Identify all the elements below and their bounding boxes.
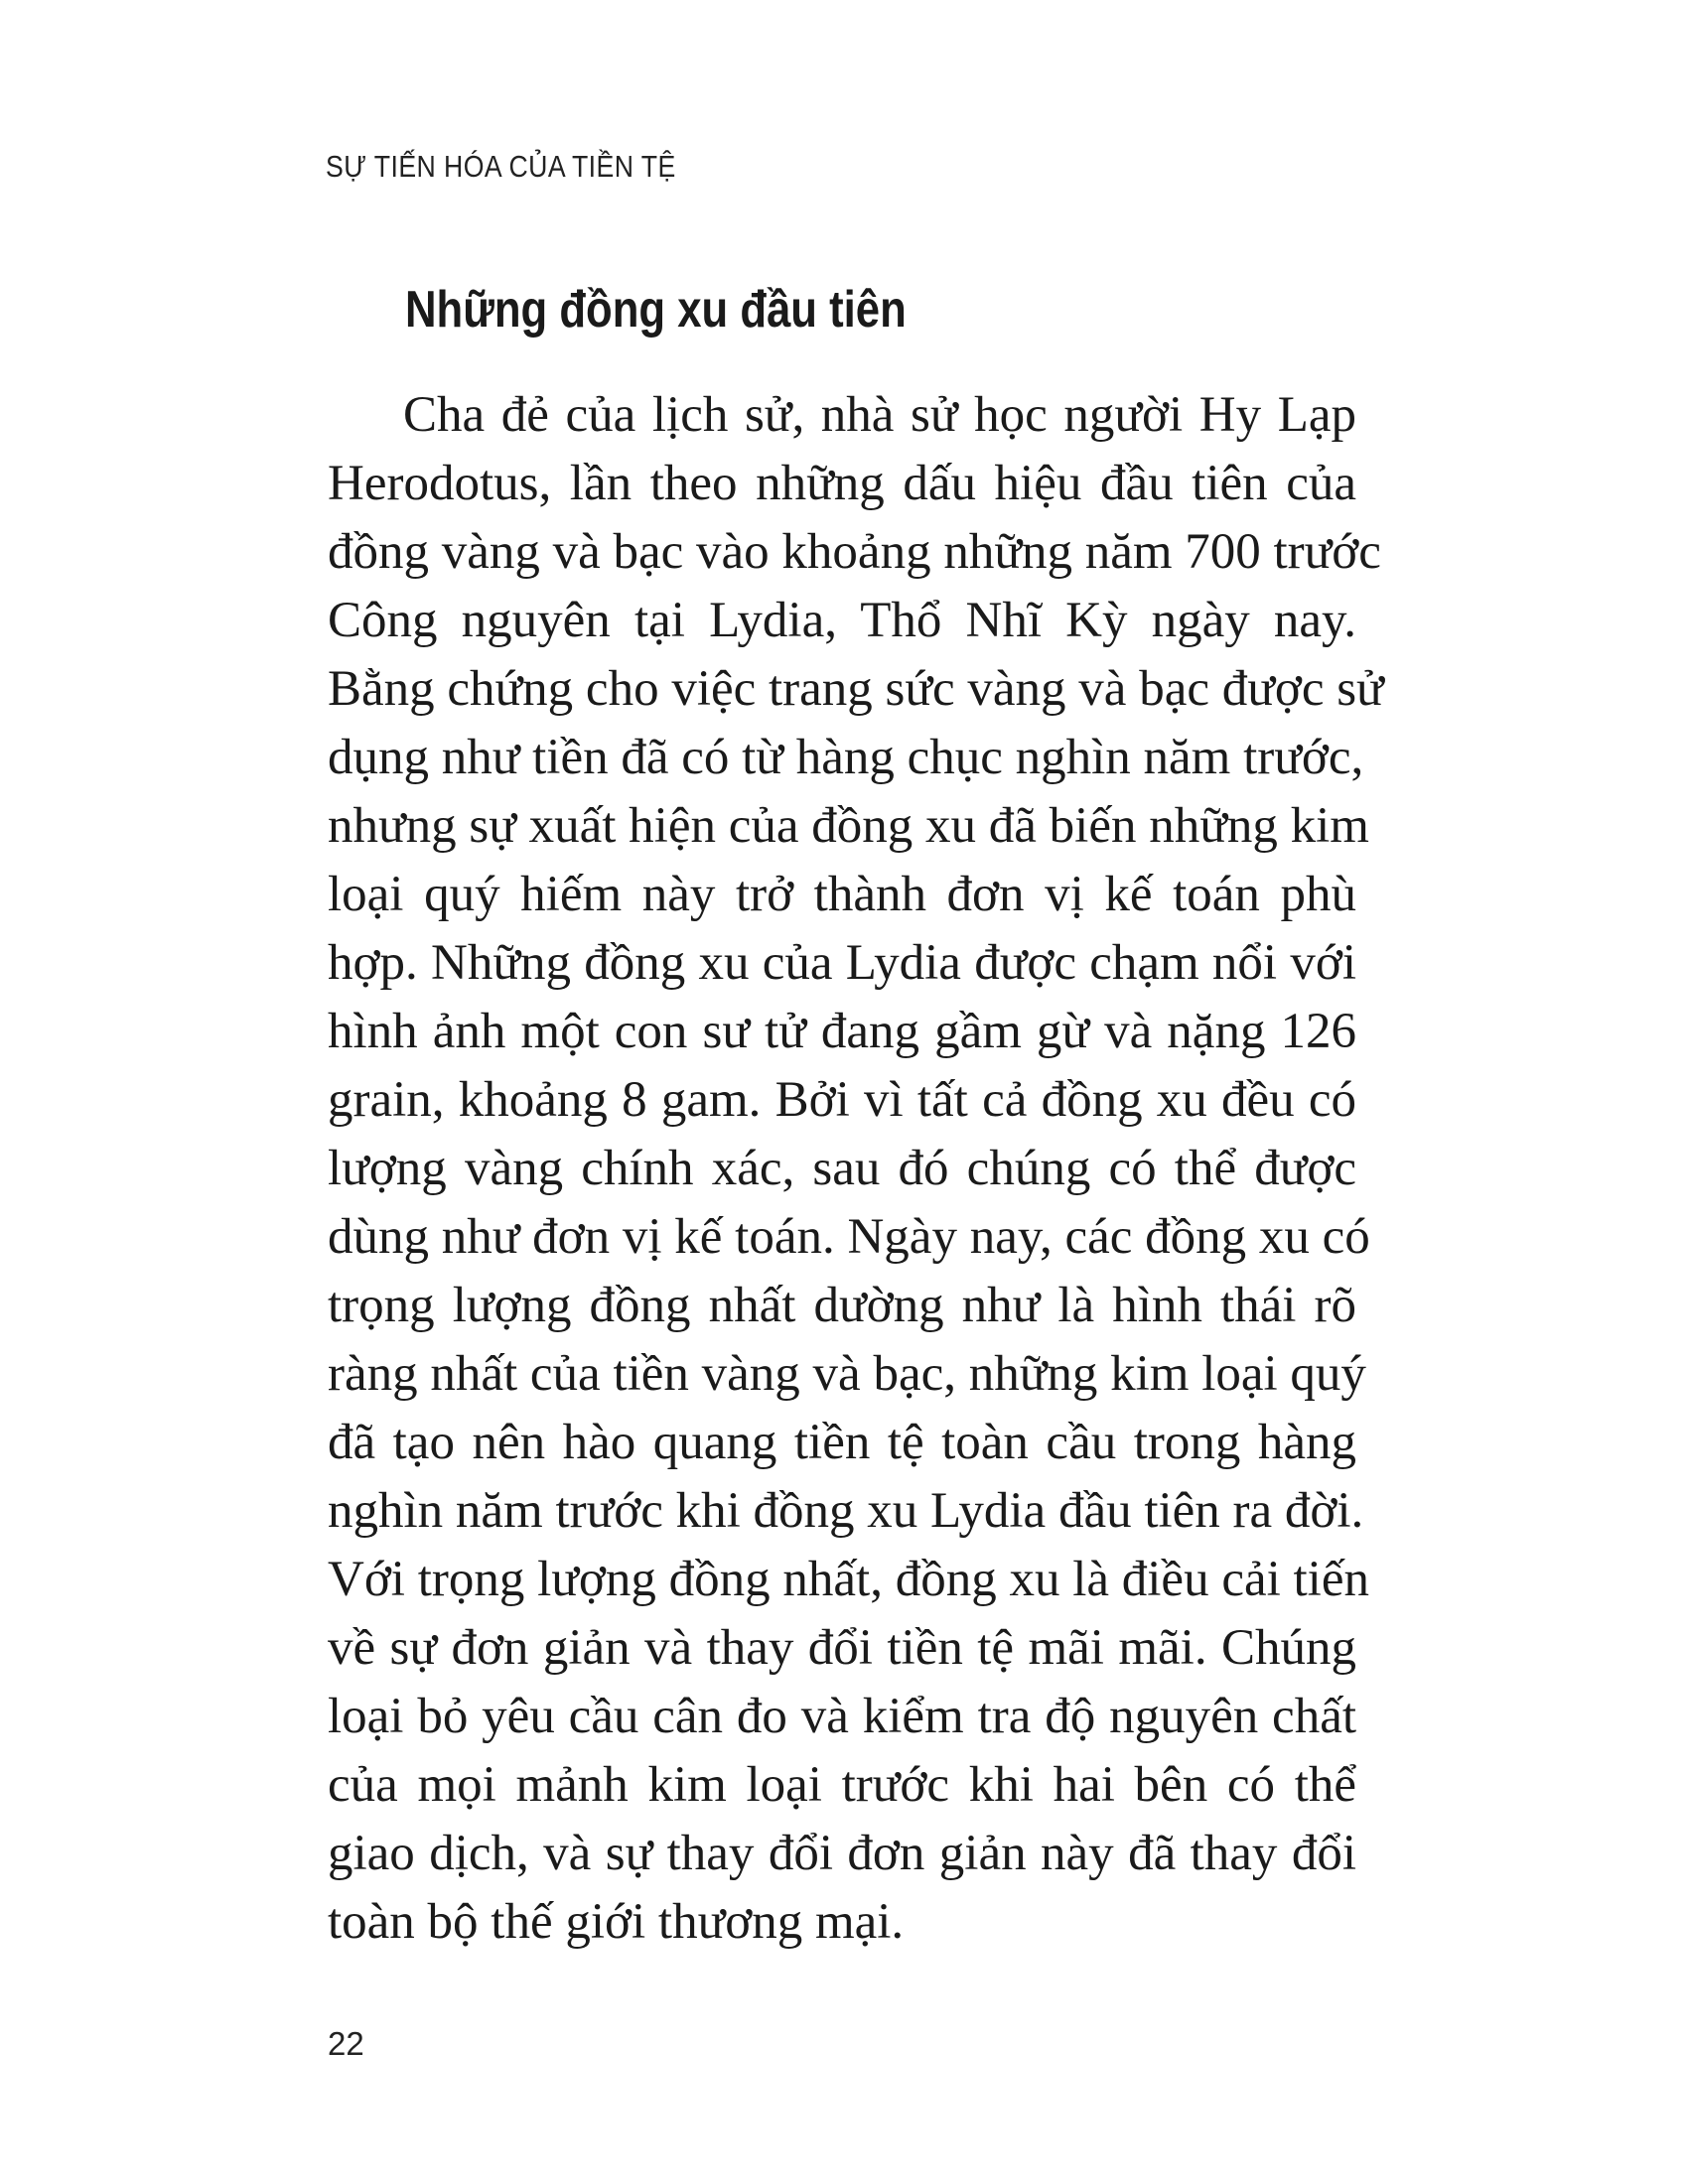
paragraph-line: về sự đơn giản và thay đổi tiền tệ mãi mãi. Chúng [328,1620,1356,1676]
paragraph-line: grain, khoảng 8 gam. Bởi vì tất cả đồng xu đều có [328,1072,1356,1128]
paragraph-line: dụng như tiền đã có từ hàng chục nghìn năm trước, [328,730,1364,785]
paragraph-line: Với trọng lượng đồng nhất, đồng xu là điều cải tiến [328,1552,1369,1607]
paragraph-line: loại quý hiếm này trở thành đơn vị kế toán phù [328,867,1356,922]
paragraph-line: nhưng sự xuất hiện của đồng xu đã biến những kim [328,798,1369,854]
running-header: SỰ TIẾN HÓA CỦA TIỀN TỆ [326,149,676,184]
paragraph-line: của mọi mảnh kim loại trước khi hai bên có thể [328,1757,1356,1813]
paragraph-line: toàn bộ thế giới thương mại. [328,1894,905,1950]
paragraph-line: loại bỏ yêu cầu cân đo và kiểm tra độ nguyên chất [328,1689,1356,1744]
paragraph-line: dùng như đơn vị kế toán. Ngày nay, các đồng xu có [328,1209,1370,1265]
paragraph-line: Công nguyên tại Lydia, Thổ Nhĩ Kỳ ngày nay. [328,593,1356,648]
paragraph-line: Herodotus, lần theo những dấu hiệu đầu tiên của [328,456,1356,511]
body-paragraph [328,381,1384,1957]
paragraph-line: đồng vàng và bạc vào khoảng những năm 700 trước [328,524,1381,580]
paragraph-line: Cha đẻ của lịch sử, nhà sử học người Hy Lạp [403,387,1356,443]
section-heading: Những đồng xu đầu tiên [405,281,907,339]
paragraph-line: hình ảnh một con sư tử đang gầm gừ và nặng 126 [328,1004,1356,1059]
paragraph-line: giao dịch, và sự thay đổi đơn giản này đã thay đổi [328,1826,1356,1881]
paragraph-line: ràng nhất của tiền vàng và bạc, những kim loại quý [328,1346,1366,1402]
paragraph-line: hợp. Những đồng xu của Lydia được chạm nổi với [328,935,1356,991]
paragraph-line: lượng vàng chính xác, sau đó chúng có thể được [328,1141,1356,1196]
paragraph-line: trọng lượng đồng nhất dường như là hình thái rõ [328,1278,1356,1333]
paragraph-line: nghìn năm trước khi đồng xu Lydia đầu tiên ra đời. [328,1483,1364,1539]
paragraph-line: Bằng chứng cho việc trang sức vàng và bạc được sử [328,661,1384,717]
page-number: 22 [328,2025,364,2062]
paragraph-line: đã tạo nên hào quang tiền tệ toàn cầu trong hàng [328,1415,1356,1470]
